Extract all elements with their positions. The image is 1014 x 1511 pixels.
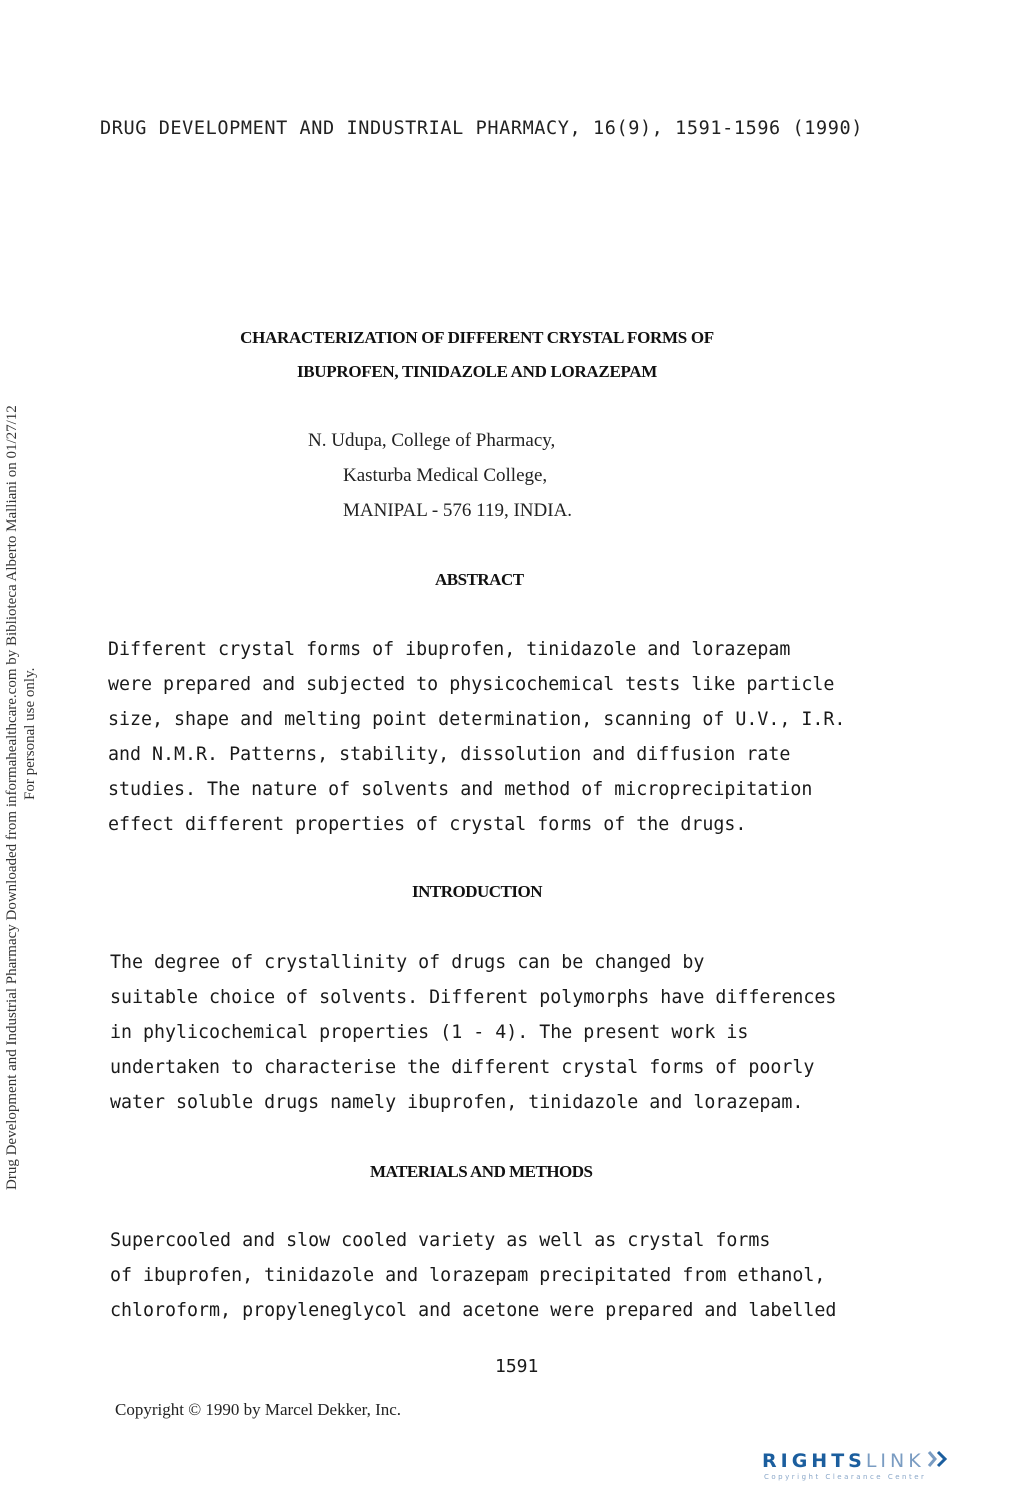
materials-methods-heading: MATERIALS AND METHODS <box>370 1162 593 1181</box>
introduction-line: water soluble drugs namely ibuprofen, tinidazole and lorazepam. <box>110 1092 804 1113</box>
abstract-line: were prepared and subjected to physicochemical tests like particle <box>108 674 835 695</box>
article-title-line-1: CHARACTERIZATION OF DIFFERENT CRYSTAL FORMS OF <box>240 328 714 347</box>
rightslink-logo[interactable] <box>762 1449 953 1481</box>
methods-line: of ibuprofen, tinidazole and lorazepam precipitated from ethanol, <box>110 1265 826 1286</box>
abstract-line: studies. The nature of solvents and method of microprecipitation <box>108 779 813 800</box>
introduction-line: The degree of crystallinity of drugs can be changed by <box>110 952 705 973</box>
methods-line: chloroform, propyleneglycol and acetone were prepared and labelled <box>110 1300 837 1321</box>
abstract-line: Different crystal forms of ibuprofen, tinidazole and lorazepam <box>108 639 791 660</box>
rightslink-link-text: LINK <box>865 1450 925 1472</box>
download-notice-sidebar <box>0 0 60 1511</box>
page-number: 1591 <box>495 1356 539 1377</box>
author-affiliation-line-2: Kasturba Medical College, <box>343 465 548 486</box>
introduction-line: undertaken to characterise the different crystal forms of poorly <box>110 1057 815 1078</box>
author-affiliation-line-1: N. Udupa, College of Pharmacy, <box>308 430 556 451</box>
introduction-line: in phylicochemical properties (1 - 4). The present work is <box>110 1022 749 1043</box>
copyright-notice: Copyright © 1990 by Marcel Dekker, Inc. <box>115 1400 402 1419</box>
article-title-line-2: IBUPROFEN, TINIDAZOLE AND LORAZEPAM <box>296 362 658 381</box>
personal-use-notice: For personal use only. <box>22 667 38 800</box>
rightslink-arrow-icon <box>925 1449 953 1469</box>
abstract-heading: ABSTRACT <box>435 570 524 589</box>
introduction-heading: INTRODUCTION <box>412 882 543 901</box>
journal-header: DRUG DEVELOPMENT AND INDUSTRIAL PHARMACY, 16(9), 1591-1596 (1990) <box>100 118 863 139</box>
methods-line: Supercooled and slow cooled variety as well as crystal forms <box>110 1230 771 1251</box>
download-notice-line: Drug Development and Industrial Pharmacy Downloaded from informahealthcare.com by Biblioteca Alberto Malliani on 01/27/12 <box>4 405 20 1190</box>
introduction-line: suitable choice of solvents. Different polymorphs have differences <box>110 987 837 1008</box>
author-affiliation-line-3: MANIPAL - 576 119, INDIA. <box>343 500 573 521</box>
abstract-line: effect different properties of crystal forms of the drugs. <box>108 814 747 835</box>
rightslink-subtext: Copyright Clearance Center <box>764 1473 927 1481</box>
abstract-line: size, shape and melting point determination, scanning of U.V., I.R. <box>108 709 846 730</box>
abstract-line: and N.M.R. Patterns, stability, dissolution and diffusion rate <box>108 744 791 765</box>
rightslink-rights-text: RIGHTS <box>762 1450 866 1472</box>
